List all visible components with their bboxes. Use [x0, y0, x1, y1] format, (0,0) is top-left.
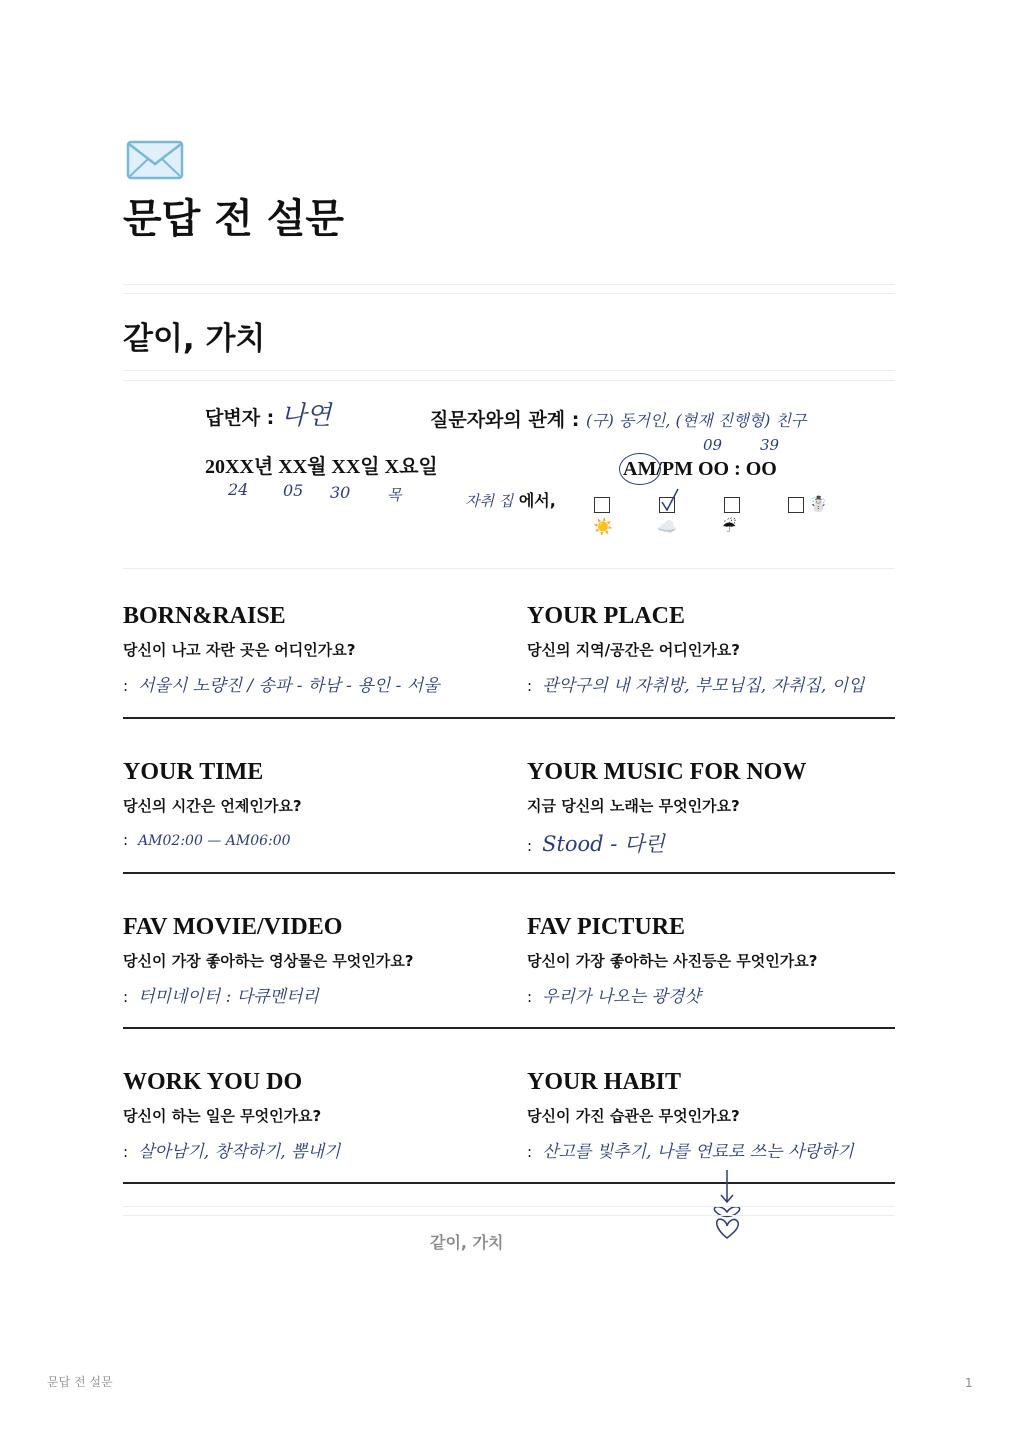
answer-prefix: : [123, 987, 129, 1006]
time-template: AM/PM OO : OO [623, 458, 777, 480]
answer: 서울시 노량진 / 송파 - 하남 - 용인 - 서울 [138, 675, 440, 696]
respondent-row [205, 402, 331, 432]
answer: 살아남기, 창작하기, 뽐내기 [138, 1141, 341, 1162]
cloud-icon: ☁️ [657, 517, 677, 536]
footer-doc-name: 문답 전 설문 [47, 1375, 113, 1389]
question-habit [527, 1069, 899, 1163]
place-row [465, 492, 556, 510]
question-title: FAV MOVIE/VIDEO [123, 914, 343, 940]
page-title: 문답 전 설문 [123, 196, 345, 242]
question-work [123, 1069, 495, 1163]
date-year: 24 [228, 480, 249, 499]
snowman-icon: ☃️ [809, 495, 828, 513]
question-born-raise [123, 603, 495, 697]
place-value: 자취 집 [465, 492, 514, 510]
place-suffix: 에서, [518, 491, 556, 510]
answer: 관악구의 내 자취방, 부모님집, 자취집, 이입 [542, 675, 865, 696]
weather-checkbox-sun[interactable] [594, 495, 610, 513]
relation-row [430, 410, 806, 432]
question-text: 당신이 가진 습관은 무엇인가요? [527, 1106, 740, 1125]
question-text: 당신이 가장 좋아하는 사진등은 무엇인가요? [527, 951, 818, 970]
question-your-place [527, 603, 899, 697]
arrow-heart-doodle [708, 1168, 748, 1247]
answer: AM02:00 — AM06:00 [138, 832, 291, 849]
answer: 터미네이터 : 다큐멘터리 [138, 986, 319, 1007]
answer-prefix: : [527, 676, 533, 695]
envelope-icon [126, 140, 184, 184]
answer-prefix: : [527, 836, 533, 855]
date-day: 30 [330, 483, 351, 502]
answer: 산고를 빛추기, 나를 연료로 쓰는 사랑하기 [542, 1141, 854, 1162]
sun-icon: ☀️ [593, 517, 613, 536]
question-title: YOUR HABIT [527, 1069, 682, 1095]
answer-prefix: : [527, 987, 533, 1006]
answer-prefix: : [123, 830, 129, 849]
weather-checkbox-snow[interactable] [788, 495, 828, 513]
question-title: YOUR PLACE [527, 603, 686, 629]
question-your-music [527, 759, 899, 858]
answer: Stood - 다린 [542, 831, 665, 856]
date-weekday: 목 [387, 486, 402, 504]
weather-checkbox-umbrella[interactable] [724, 495, 740, 513]
answer-prefix: : [123, 676, 129, 695]
question-text: 지금 당신의 노래는 무엇인가요? [527, 796, 740, 815]
question-your-time [123, 759, 495, 850]
umbrella-icon: ☔ [722, 517, 737, 536]
page-number: 1 [965, 1376, 973, 1390]
answer-prefix: : [123, 1142, 129, 1161]
answer: 우리가 나오는 광경샷 [542, 986, 701, 1007]
question-title: YOUR MUSIC FOR NOW [527, 759, 807, 785]
relation-value: (구) 동거인, (현재 진행형) 친구 [585, 411, 807, 430]
question-text: 당신이 가장 좋아하는 영상물은 무엇인가요? [123, 951, 414, 970]
weather-checkbox-cloud[interactable] [659, 495, 675, 513]
question-title: YOUR TIME [123, 759, 264, 785]
respondent-label: 답변자 : [205, 407, 275, 429]
am-circle [619, 453, 661, 485]
section-heading: 같이, 가치 [123, 321, 266, 357]
question-title: BORN&RAISE [123, 603, 286, 629]
question-text: 당신의 시간은 언제인가요? [123, 796, 302, 815]
date-template: 20XX년 XX월 XX일 X요일 [205, 456, 438, 478]
question-fav-movie [123, 914, 495, 1008]
date-month: 05 [283, 481, 304, 500]
question-text: 당신이 나고 자란 곳은 어디인가요? [123, 640, 356, 659]
question-title: FAV PICTURE [527, 914, 686, 940]
answer-prefix: : [527, 1142, 533, 1161]
question-text: 당신의 지역/공간은 어디인가요? [527, 640, 740, 659]
question-fav-picture [527, 914, 899, 1008]
question-text: 당신이 하는 일은 무엇인가요? [123, 1106, 322, 1125]
time-hour: 09 [703, 436, 723, 454]
footer-caption: 같이, 가치 [430, 1233, 504, 1252]
question-title: WORK YOU DO [123, 1069, 303, 1095]
respondent-value: 나연 [280, 401, 332, 431]
time-minute: 39 [760, 436, 780, 454]
relation-label: 질문자와의 관계 : [430, 409, 580, 431]
